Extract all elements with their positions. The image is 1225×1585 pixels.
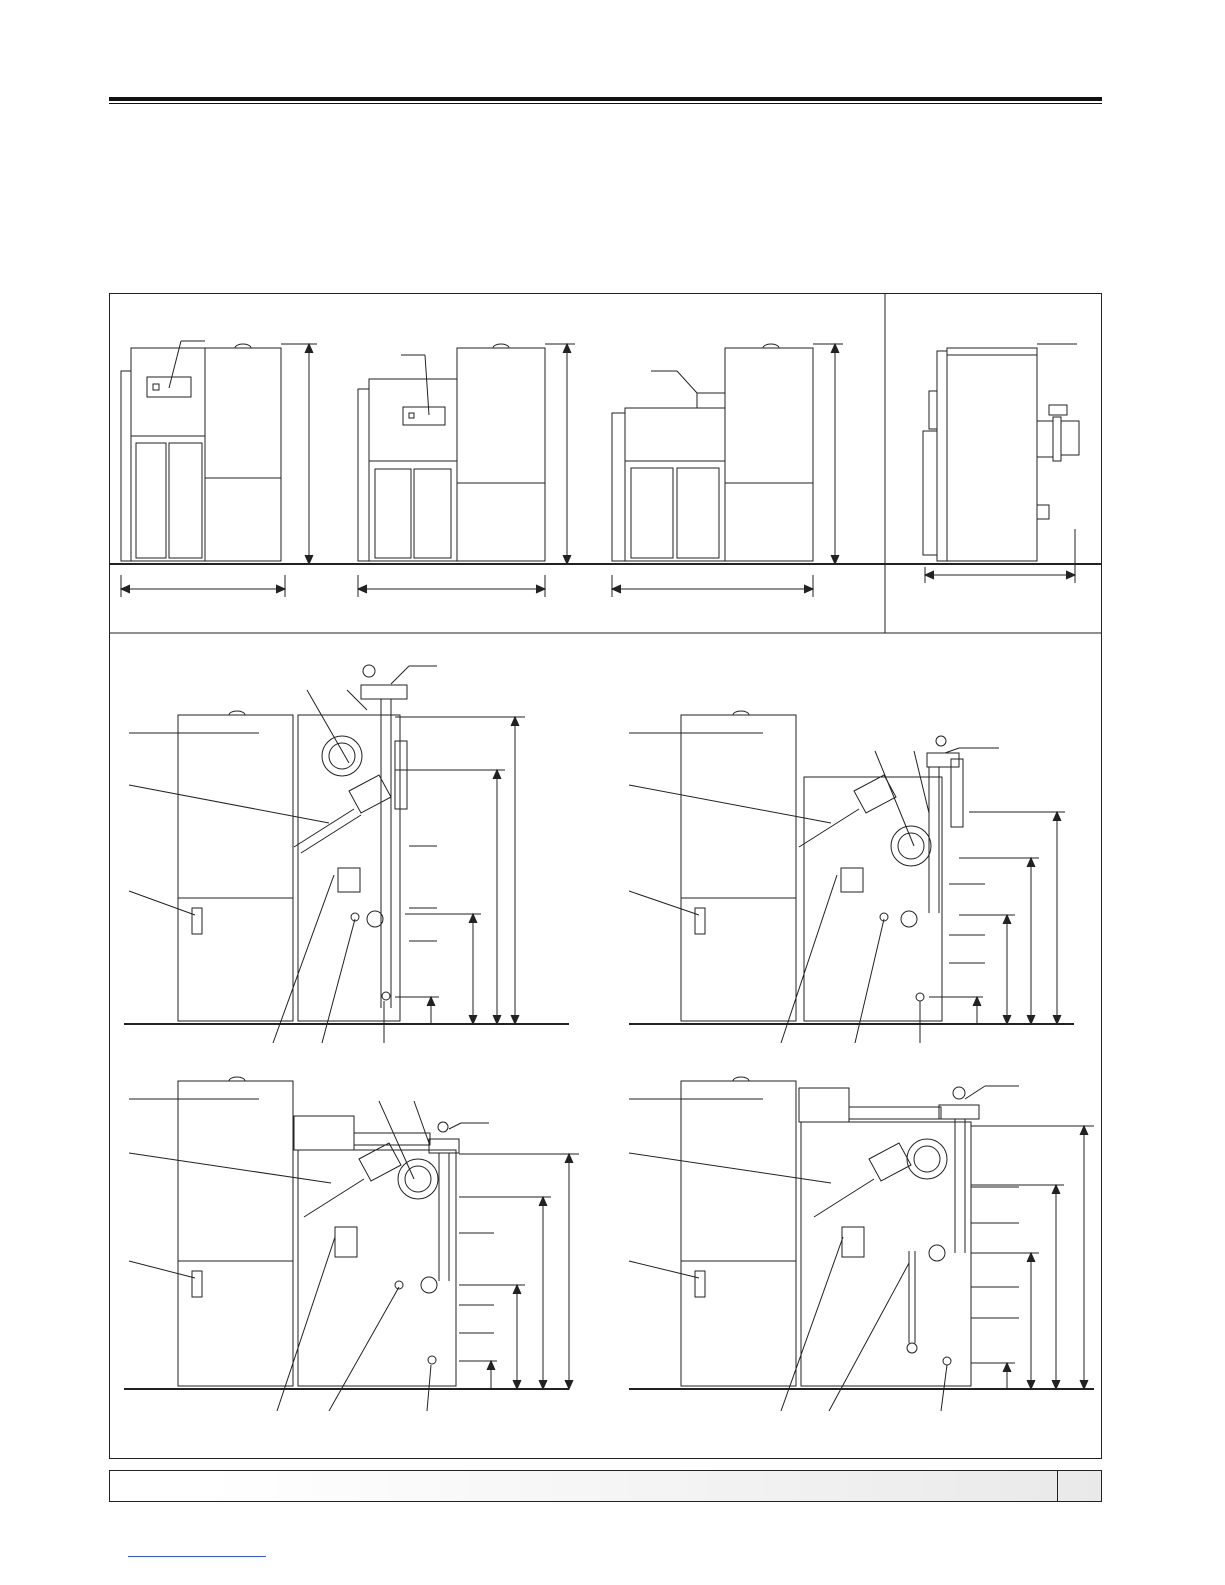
footer-divider <box>1057 1470 1058 1502</box>
front-view-boiler-3 <box>612 344 843 597</box>
leader-line <box>307 690 349 763</box>
leader-line <box>629 785 831 823</box>
rear-view-config-4 <box>629 1077 1094 1411</box>
leader-line <box>329 1287 399 1411</box>
leader-line <box>129 785 329 823</box>
front-view-boiler-1 <box>121 341 317 597</box>
leader-line <box>945 748 959 753</box>
rear-view-config-2 <box>629 711 1065 1043</box>
leader-line <box>277 1237 335 1411</box>
rear-view-config-1 <box>129 665 525 1043</box>
leader-line <box>129 1261 195 1278</box>
leader-line <box>449 1123 461 1129</box>
side-view-boiler <box>923 344 1079 583</box>
footer-link[interactable] <box>128 1556 266 1557</box>
leader-line <box>129 891 195 915</box>
leader-line <box>347 690 367 710</box>
leader-line <box>629 891 699 915</box>
footer-page-number <box>1060 1470 1100 1502</box>
leader-line <box>391 666 409 684</box>
leader-line <box>781 875 837 1043</box>
rear-view-config-3 <box>129 1077 579 1411</box>
header-rule-thin <box>109 103 1102 104</box>
front-view-boiler-2 <box>358 344 575 597</box>
leader-line <box>629 1261 699 1278</box>
leader-line <box>781 1237 843 1411</box>
leader-line <box>273 875 334 1043</box>
footer-bar <box>109 1470 1102 1502</box>
header-rule <box>109 97 1102 101</box>
leader-line <box>414 1101 429 1143</box>
leader-line <box>129 1153 331 1183</box>
leader-line <box>965 1086 985 1099</box>
leader-line <box>875 751 914 846</box>
technical-drawing <box>109 293 1102 1459</box>
